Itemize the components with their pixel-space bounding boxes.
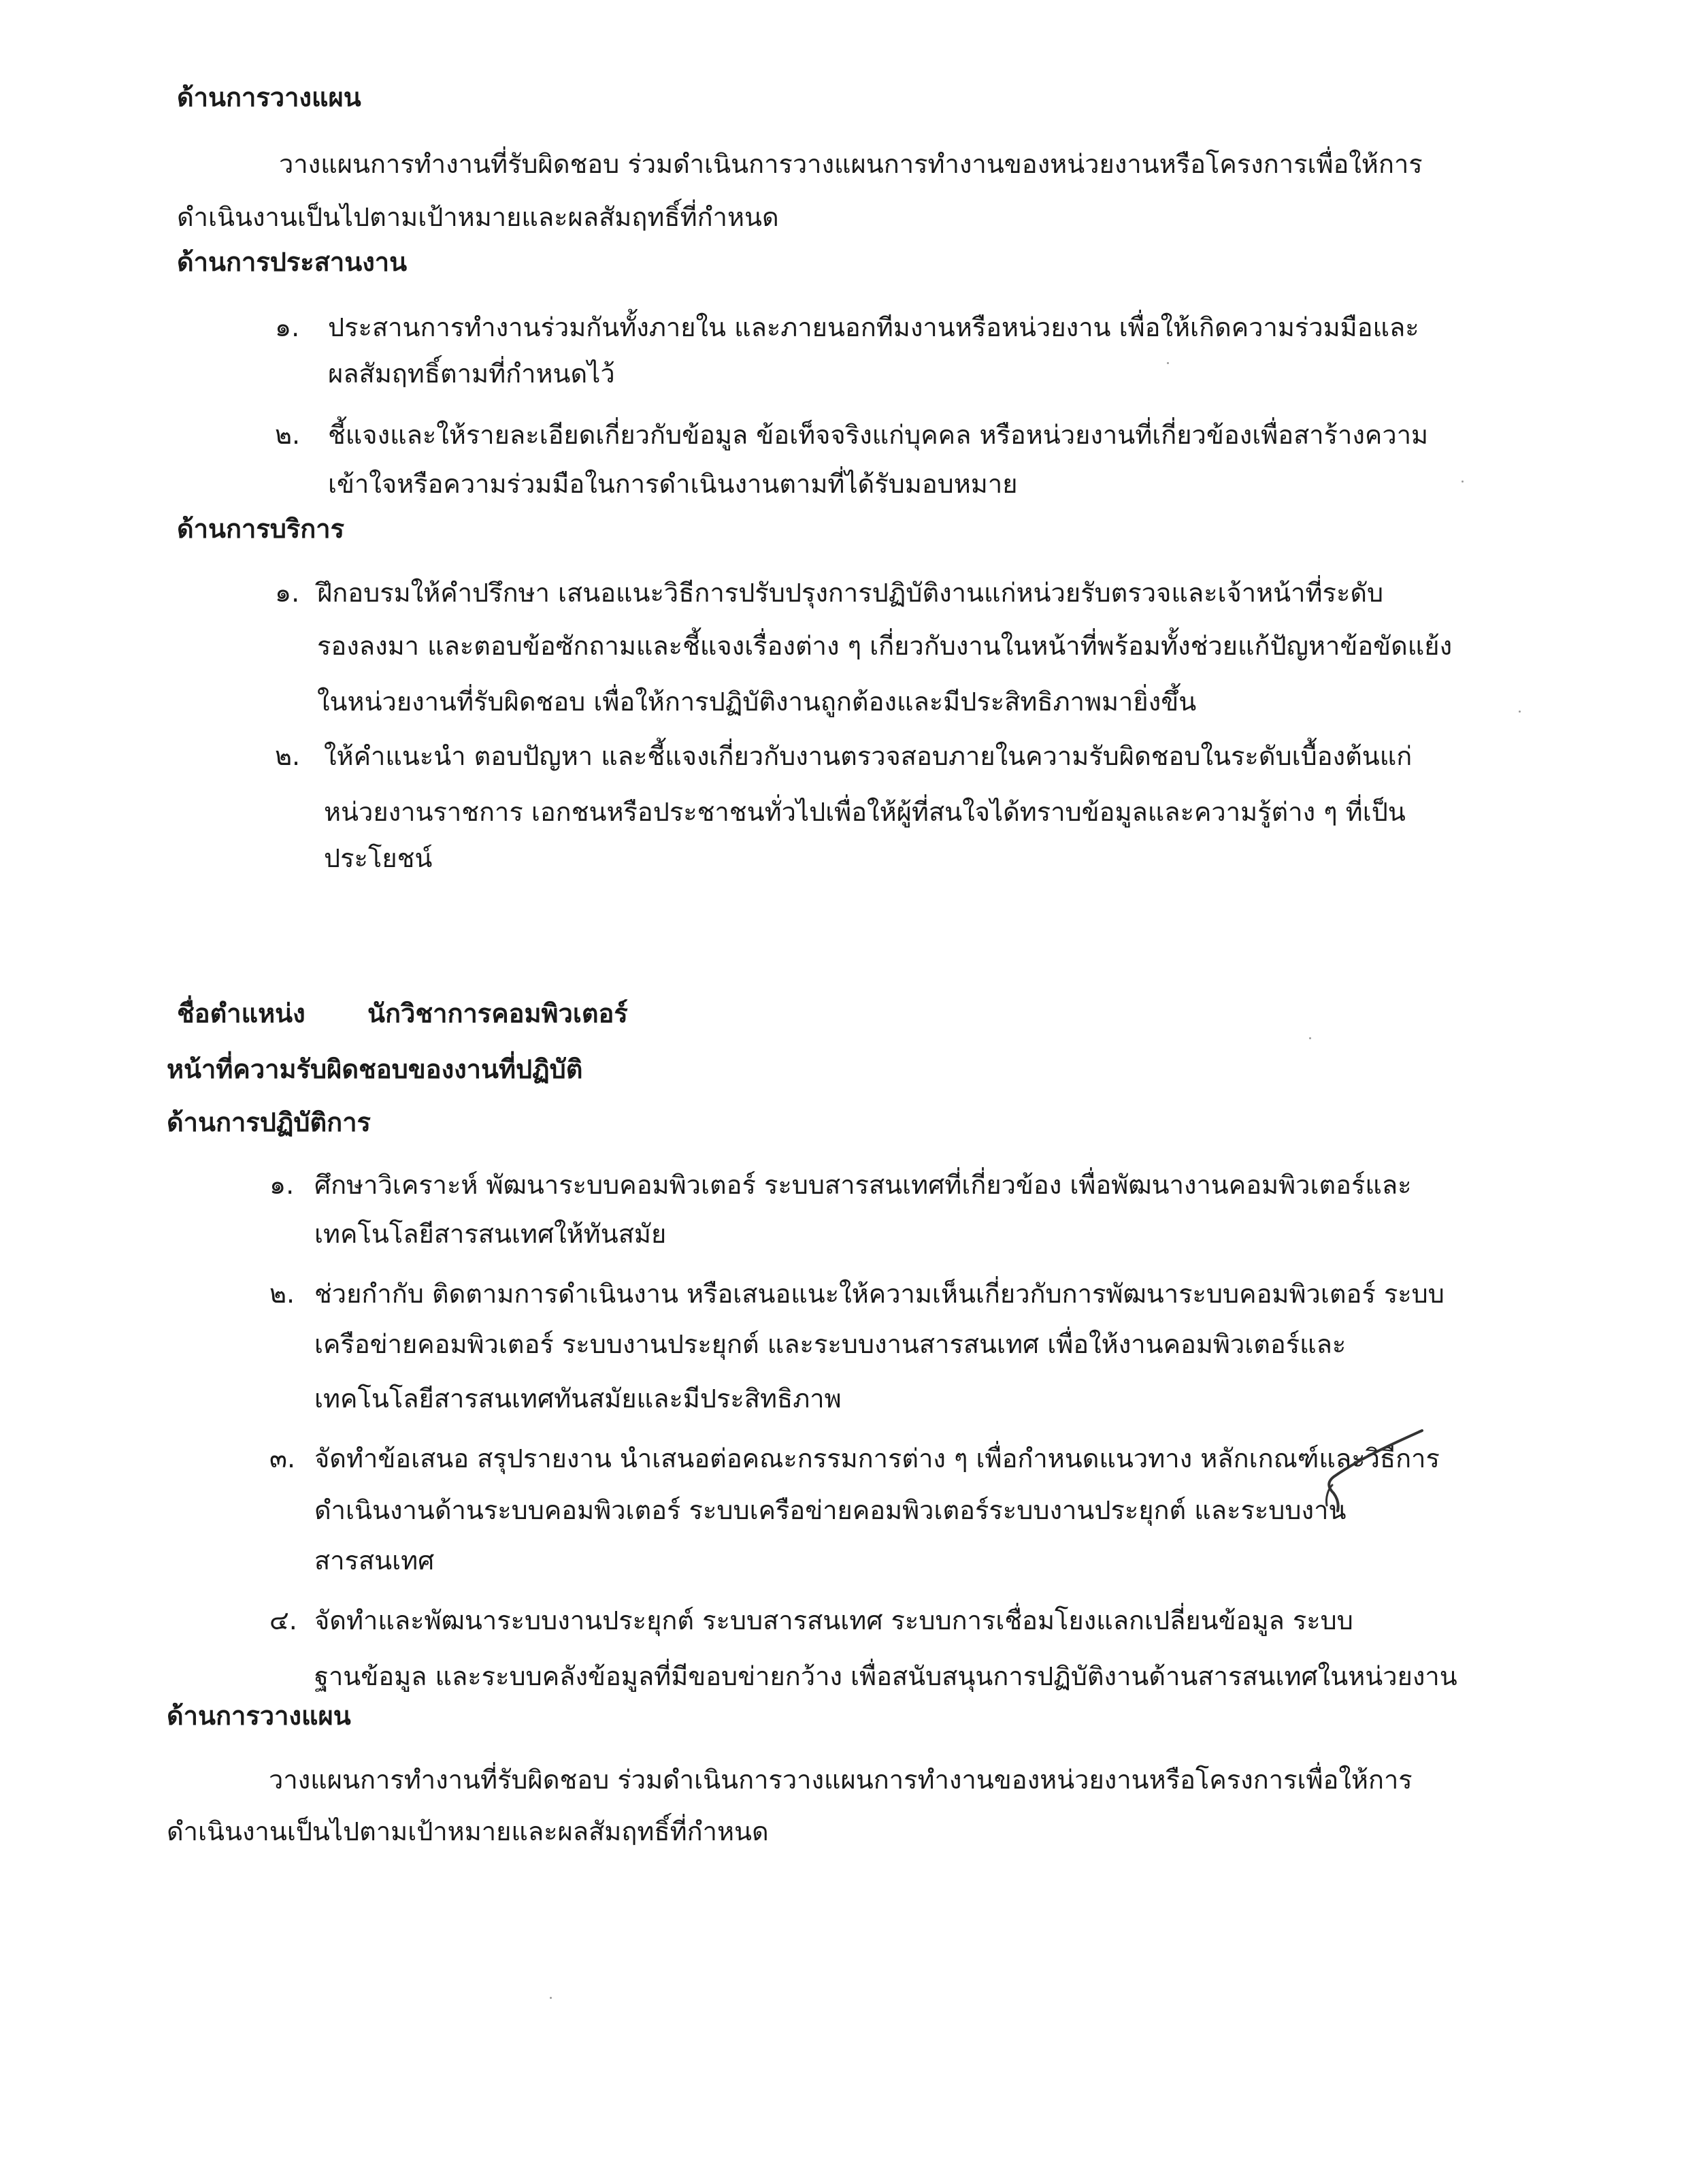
position-label: ชื่อตำแหน่ง	[177, 998, 306, 1028]
list-item-text: ประโยชน์	[324, 843, 433, 873]
list-item-text: ดำเนินงานด้านระบบคอมพิวเตอร์ ระบบเครือข่ายคอมพิวเตอร์ระบบงานประยุกต์ และระบบงาน	[314, 1495, 1347, 1525]
list-item-number: ๔.	[269, 1606, 297, 1635]
list-item-text: ฐานข้อมูล และระบบคลังข้อมูลที่มีขอบข่ายกว้าง เพื่อสนับสนุนการปฏิบัติงานด้านสารสนเทศในหน่วยงาน	[314, 1661, 1457, 1691]
list-item-number: ๑.	[275, 312, 300, 342]
section-heading-coordination: ด้านการประสานงาน	[177, 247, 408, 277]
scan-speck	[1519, 711, 1521, 713]
planning-paragraph-line-2: ดำเนินงานเป็นไปตามเป้าหมายและผลสัมฤทธิ์ที่กำหนด	[177, 202, 779, 232]
scan-speck	[550, 1997, 552, 1999]
list-item-text: ฝึกอบรมให้คำปรึกษา เสนอแนะวิธีการปรับปรุงการปฏิบัติงานแก่หน่วยรับตรวจและเจ้าหน้าที่ระดับ	[317, 578, 1384, 608]
list-item-text: หน่วยงานราชการ เอกชนหรือประชาชนทั่วไปเพื่อให้ผู้ที่สนใจได้ทราบข้อมูลและความรู้ต่าง ๆ ที่เป็น	[324, 797, 1406, 827]
section-heading-operations: ด้านการปฏิบัติการ	[167, 1107, 371, 1137]
planning-paragraph-line-1: วางแผนการทำงานที่รับผิดชอบ ร่วมดำเนินการวางแผนการทำงานของหน่วยงานหรือโครงการเพื่อให้การ	[279, 149, 1423, 179]
list-item-text: เข้าใจหรือความร่วมมือในการดำเนินงานตามที่ได้รับมอบหมาย	[328, 469, 1018, 499]
planning-paragraph-line-1: วางแผนการทำงานที่รับผิดชอบ ร่วมดำเนินการวางแผนการทำงานของหน่วยงานหรือโครงการเพื่อให้การ	[269, 1765, 1413, 1795]
list-item-text: รองลงมา และตอบข้อซักถามและชี้แจงเรื่องต่าง ๆ เกี่ยวกับงานในหน้าที่พร้อมทั้งช่วยแก้ปัญหาข้อขัดแย้ง	[317, 631, 1453, 661]
list-item-text: เครือข่ายคอมพิวเตอร์ ระบบงานประยุกต์ และระบบงานสารสนเทศ เพื่อให้งานคอมพิวเตอร์และ	[314, 1329, 1347, 1359]
list-item-number: ๑.	[269, 1170, 295, 1200]
list-item-text: ประสานการทำงานร่วมกันทั้งภายใน และภายนอกทีมงานหรือหน่วยงาน เพื่อให้เกิดความร่วมมือและ	[328, 312, 1419, 342]
position-value: นักวิชาการคอมพิวเตอร์	[367, 998, 628, 1028]
section-heading-planning-2: ด้านการวางแผน	[167, 1701, 351, 1731]
list-item-number: ๓.	[269, 1444, 296, 1473]
section-heading-service: ด้านการบริการ	[177, 514, 345, 544]
scan-speck	[1462, 480, 1464, 483]
section-heading-planning: ด้านการวางแผน	[177, 82, 361, 112]
list-item-text: ในหน่วยงานที่รับผิดชอบ เพื่อให้การปฏิบัติงานถูกต้องและมีประสิทธิภาพมายิ่งขึ้น	[317, 687, 1197, 717]
list-item-number: ๒.	[275, 741, 301, 771]
list-item-number: ๒.	[275, 420, 301, 450]
list-item-text: เทคโนโลยีสารสนเทศให้ทันสมัย	[314, 1219, 667, 1249]
list-item-number: ๒.	[269, 1279, 295, 1309]
list-item-text: จัดทำและพัฒนาระบบงานประยุกต์ ระบบสารสนเทศ ระบบการเชื่อมโยงแลกเปลี่ยนข้อมูล ระบบ	[314, 1606, 1353, 1635]
scan-speck	[1167, 362, 1169, 364]
list-item-text: ศึกษาวิเคราะห์ พัฒนาระบบคอมพิวเตอร์ ระบบสารสนเทศที่เกี่ยวข้อง เพื่อพัฒนางานคอมพิวเตอร์และ	[314, 1170, 1412, 1200]
list-item-text: เทคโนโลยีสารสนเทศทันสมัยและมีประสิทธิภาพ	[314, 1384, 842, 1414]
planning-paragraph-line-2: ดำเนินงานเป็นไปตามเป้าหมายและผลสัมฤทธิ์ที่กำหนด	[167, 1816, 769, 1846]
signature-mark	[1286, 1422, 1449, 1518]
list-item-text: ให้คำแนะนำ ตอบปัญหา และชี้แจงเกี่ยวกับงานตรวจสอบภายในความรับผิดชอบในระดับเบื้องต้นแก่	[324, 741, 1413, 771]
duties-heading: หน้าที่ความรับผิดชอบของงานที่ปฏิบัติ	[167, 1054, 583, 1084]
list-item-text: สารสนเทศ	[314, 1546, 435, 1576]
list-item-number: ๑.	[275, 578, 300, 608]
list-item-text: ช่วยกำกับ ติดตามการดำเนินงาน หรือเสนอแนะให้ความเห็นเกี่ยวกับการพัฒนาระบบคอมพิวเตอร์ ระบบ	[314, 1279, 1444, 1309]
scan-speck	[1309, 1037, 1311, 1039]
list-item-text: จัดทำข้อเสนอ สรุปรายงาน นำเสนอต่อคณะกรรมการต่าง ๆ เพื่อกำหนดแนวทาง หลักเกณฑ์และวิธีการ	[314, 1444, 1440, 1473]
list-item-text: ผลสัมฤทธิ์ตามที่กำหนดไว้	[328, 359, 615, 389]
list-item-text: ชี้แจงและให้รายละเอียดเกี่ยวกับข้อมูล ข้อเท็จจริงแก่บุคคล หรือหน่วยงานที่เกี่ยวข้องเพื่อสาร้างความ	[328, 420, 1429, 450]
